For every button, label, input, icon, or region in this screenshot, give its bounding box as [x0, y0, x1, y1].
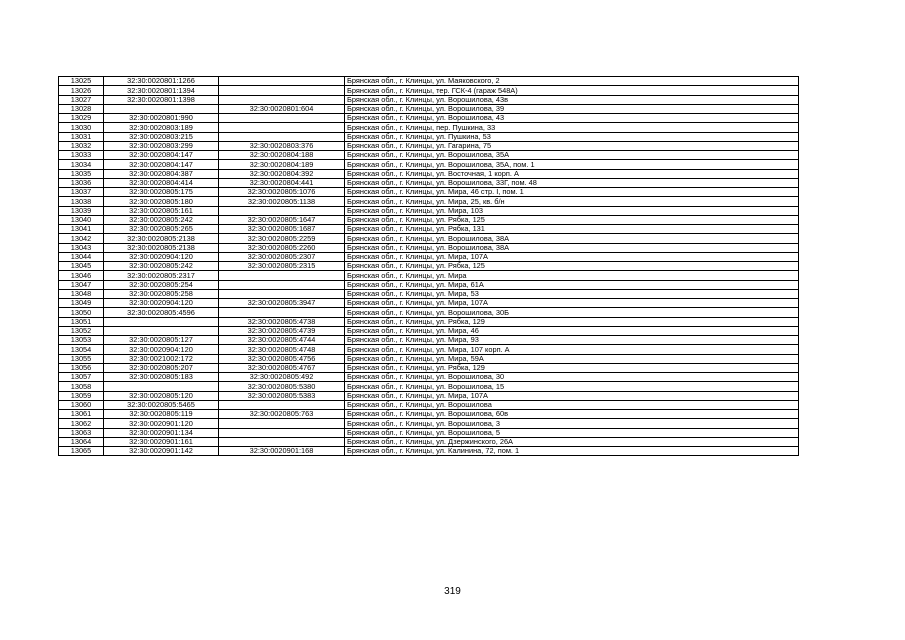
table-row — [59, 373, 799, 382]
address-cell: Брянская обл., г. Клинцы, ул. Рябка, 129 — [345, 363, 799, 372]
table-row — [59, 95, 799, 104]
record-number-cell: 13057 — [59, 373, 104, 382]
cadastral-number-cell: 32:30:0020805:2138 — [104, 234, 219, 243]
record-number-cell: 13060 — [59, 400, 104, 409]
record-number-cell: 13063 — [59, 428, 104, 437]
cadastral-number-cell: 32:30:0020805:127 — [104, 336, 219, 345]
address-cell: Брянская обл., г. Клинцы, ул. Ворошилова, 30 — [345, 373, 799, 382]
table-row — [59, 188, 799, 197]
table-row — [59, 382, 799, 391]
cadastral-number-cell: 32:30:0020904:120 — [104, 299, 219, 308]
cadastral-number-cell: 32:30:0020805:1076 — [219, 188, 345, 197]
address-cell: Брянская обл., г. Клинцы, ул. Мира, 103 — [345, 206, 799, 215]
cadastral-number-cell: 32:30:0020805:4748 — [219, 345, 345, 354]
cadastral-number-cell — [219, 132, 345, 141]
cadastral-number-cell: 32:30:0020904:120 — [104, 345, 219, 354]
address-cell: Брянская обл., г. Клинцы, ул. Мира, 46 стр. I, пом. 1 — [345, 188, 799, 197]
address-cell: Брянская обл., г. Клинцы, ул. Мира, 107А — [345, 299, 799, 308]
table-row — [59, 77, 799, 86]
cadastral-number-cell: 32:30:0020901:142 — [104, 447, 219, 456]
record-number-cell: 13043 — [59, 243, 104, 252]
record-number-cell: 13055 — [59, 354, 104, 363]
cadastral-number-cell: 32:30:0020805:207 — [104, 363, 219, 372]
record-number-cell: 13039 — [59, 206, 104, 215]
table-row — [59, 391, 799, 400]
record-number-cell: 13064 — [59, 437, 104, 446]
table-row — [59, 151, 799, 160]
address-cell: Брянская обл., г. Клинцы, ул. Мира, 107 корп. А — [345, 345, 799, 354]
table-row — [59, 197, 799, 206]
table-row — [59, 114, 799, 123]
table-row — [59, 363, 799, 372]
table-row — [59, 317, 799, 326]
cadastral-number-cell — [219, 280, 345, 289]
cadastral-number-cell: 32:30:0020805:2260 — [219, 243, 345, 252]
cadastral-number-cell — [104, 104, 219, 113]
table-row — [59, 86, 799, 95]
table-row — [59, 206, 799, 215]
table-row — [59, 160, 799, 169]
cadastral-number-cell: 32:30:0020804:414 — [104, 178, 219, 187]
record-number-cell: 13058 — [59, 382, 104, 391]
cadastral-number-cell: 32:30:0020805:180 — [104, 197, 219, 206]
record-number-cell: 13032 — [59, 141, 104, 150]
cadastral-number-cell: 32:30:0020901:120 — [104, 419, 219, 428]
record-number-cell: 13053 — [59, 336, 104, 345]
table-row — [59, 252, 799, 261]
cadastral-number-cell — [219, 123, 345, 132]
cadastral-number-cell: 32:30:0020805:4739 — [219, 326, 345, 335]
cadastral-number-cell — [219, 289, 345, 298]
table-row — [59, 419, 799, 428]
address-cell: Брянская обл., г. Клинцы, ул. Восточная, 1 корп. А — [345, 169, 799, 178]
cadastral-number-cell: 32:30:0020805:5380 — [219, 382, 345, 391]
address-cell: Брянская обл., г. Клинцы, ул. Мира, 107А — [345, 252, 799, 261]
cadastral-number-cell: 32:30:0020805:5465 — [104, 400, 219, 409]
table-row — [59, 262, 799, 271]
cadastral-number-cell — [219, 95, 345, 104]
address-cell: Брянская обл., г. Клинцы, пер. Пушкина, 33 — [345, 123, 799, 132]
cadastral-number-cell: 32:30:0020804:441 — [219, 178, 345, 187]
record-number-cell: 13033 — [59, 151, 104, 160]
cadastral-number-cell: 32:30:0020805:1138 — [219, 197, 345, 206]
table-row — [59, 178, 799, 187]
record-number-cell: 13041 — [59, 225, 104, 234]
record-number-cell: 13062 — [59, 419, 104, 428]
cadastral-number-cell: 32:30:0020805:1687 — [219, 225, 345, 234]
record-number-cell: 13056 — [59, 363, 104, 372]
cadastral-number-cell: 32:30:0020805:183 — [104, 373, 219, 382]
address-cell: Брянская обл., г. Клинцы, ул. Ворошилова, 3 — [345, 419, 799, 428]
table-row — [59, 141, 799, 150]
record-number-cell: 13025 — [59, 77, 104, 86]
cadastral-number-cell: 32:30:0020804:147 — [104, 151, 219, 160]
record-number-cell: 13051 — [59, 317, 104, 326]
cadastral-number-cell: 32:30:0020805:492 — [219, 373, 345, 382]
cadastral-number-cell — [104, 326, 219, 335]
cadastral-number-cell: 32:30:0020805:4738 — [219, 317, 345, 326]
cadastral-number-cell: 32:30:0020805:2138 — [104, 243, 219, 252]
cadastral-number-cell: 32:30:0020804:392 — [219, 169, 345, 178]
address-cell: Брянская обл., г. Клинцы, ул. Маяковского, 2 — [345, 77, 799, 86]
record-number-cell: 13048 — [59, 289, 104, 298]
address-cell: Брянская обл., г. Клинцы, ул. Мира, 25, кв. б/н — [345, 197, 799, 206]
cadastral-number-cell — [219, 206, 345, 215]
address-cell: Брянская обл., г. Клинцы, ул. Ворошилова, 35А — [345, 151, 799, 160]
cadastral-number-cell: 32:30:0020805:242 — [104, 215, 219, 224]
table-row — [59, 299, 799, 308]
cadastral-number-cell: 32:30:0020805:119 — [104, 410, 219, 419]
address-cell: Брянская обл., г. Клинцы, ул. Мира, 93 — [345, 336, 799, 345]
cadastral-number-cell: 32:30:0020805:4596 — [104, 308, 219, 317]
cadastral-number-cell: 32:30:0020805:4756 — [219, 354, 345, 363]
address-cell: Брянская обл., г. Клинцы, ул. Ворошилова, 5 — [345, 428, 799, 437]
record-number-cell: 13038 — [59, 197, 104, 206]
cadastral-number-cell: 32:30:0020805:2259 — [219, 234, 345, 243]
address-cell: Брянская обл., г. Клинцы, ул. Ворошилова, 60в — [345, 410, 799, 419]
cadastral-number-cell — [104, 317, 219, 326]
record-number-cell: 13044 — [59, 252, 104, 261]
cadastral-number-cell: 32:30:0020805:254 — [104, 280, 219, 289]
record-number-cell: 13054 — [59, 345, 104, 354]
cadastral-number-cell: 32:30:0020805:2307 — [219, 252, 345, 261]
table-row — [59, 447, 799, 456]
record-number-cell: 13046 — [59, 271, 104, 280]
cadastral-number-cell: 32:30:0020805:175 — [104, 188, 219, 197]
table-row — [59, 336, 799, 345]
table-row — [59, 437, 799, 446]
address-cell: Брянская обл., г. Клинцы, ул. Ворошилова, 38А — [345, 234, 799, 243]
cadastral-number-cell — [219, 86, 345, 95]
registry-table — [58, 76, 799, 456]
cadastral-number-cell: 32:30:0020804:387 — [104, 169, 219, 178]
cadastral-number-cell: 32:30:0020801:1266 — [104, 77, 219, 86]
record-number-cell: 13028 — [59, 104, 104, 113]
cadastral-number-cell: 32:30:0020803:215 — [104, 132, 219, 141]
record-number-cell: 13036 — [59, 178, 104, 187]
cadastral-number-cell — [219, 77, 345, 86]
table-row — [59, 354, 799, 363]
cadastral-number-cell: 32:30:0020801:604 — [219, 104, 345, 113]
table-row — [59, 271, 799, 280]
record-number-cell: 13027 — [59, 95, 104, 104]
address-cell: Брянская обл., г. Клинцы, ул. Мира, 59А — [345, 354, 799, 363]
cadastral-number-cell: 32:30:0020803:189 — [104, 123, 219, 132]
table-row — [59, 289, 799, 298]
table-row — [59, 428, 799, 437]
record-number-cell: 13049 — [59, 299, 104, 308]
cadastral-number-cell — [219, 428, 345, 437]
cadastral-number-cell: 32:30:0020803:376 — [219, 141, 345, 150]
table-row — [59, 308, 799, 317]
address-cell: Брянская обл., г. Клинцы, ул. Ворошилова, 15 — [345, 382, 799, 391]
address-cell: Брянская обл., г. Клинцы, ул. Рябка, 125 — [345, 262, 799, 271]
address-cell: Брянская обл., г. Клинцы, ул. Рябка, 129 — [345, 317, 799, 326]
cadastral-number-cell — [219, 114, 345, 123]
cadastral-number-cell — [104, 382, 219, 391]
address-cell: Брянская обл., г. Клинцы, ул. Ворошилова — [345, 400, 799, 409]
record-number-cell: 13030 — [59, 123, 104, 132]
record-number-cell: 13052 — [59, 326, 104, 335]
cadastral-number-cell: 32:30:0020805:258 — [104, 289, 219, 298]
cadastral-number-cell: 32:30:0020801:1394 — [104, 86, 219, 95]
page-number: 319 — [444, 586, 461, 597]
cadastral-number-cell: 32:30:0020805:1647 — [219, 215, 345, 224]
record-number-cell: 13042 — [59, 234, 104, 243]
address-cell: Брянская обл., г. Клинцы, ул. Пушкина, 53 — [345, 132, 799, 141]
record-number-cell: 13034 — [59, 160, 104, 169]
table-row — [59, 215, 799, 224]
address-cell: Брянская обл., г. Клинцы, ул. Ворошилова, 43 — [345, 114, 799, 123]
table-row — [59, 104, 799, 113]
cadastral-number-cell — [219, 400, 345, 409]
address-cell: Брянская обл., г. Клинцы, ул. Ворошилова, 30Б — [345, 308, 799, 317]
cadastral-number-cell: 32:30:0020804:189 — [219, 160, 345, 169]
cadastral-number-cell: 32:30:0020901:168 — [219, 447, 345, 456]
table-row — [59, 123, 799, 132]
address-cell: Брянская обл., г. Клинцы, ул. Ворошилова, 43в — [345, 95, 799, 104]
cadastral-number-cell: 32:30:0020803:299 — [104, 141, 219, 150]
cadastral-number-cell: 32:30:0020805:5383 — [219, 391, 345, 400]
address-cell: Брянская обл., г. Клинцы, ул. Ворошилова, 38А — [345, 243, 799, 252]
cadastral-number-cell: 32:30:0020805:2315 — [219, 262, 345, 271]
cadastral-number-cell: 32:30:0020804:147 — [104, 160, 219, 169]
table-row — [59, 326, 799, 335]
cadastral-number-cell: 32:30:0020804:188 — [219, 151, 345, 160]
cadastral-number-cell: 32:30:0020805:120 — [104, 391, 219, 400]
address-cell: Брянская обл., г. Клинцы, ул. Ворошилова, 33Г, пом. 48 — [345, 178, 799, 187]
cadastral-number-cell: 32:30:0020805:763 — [219, 410, 345, 419]
cadastral-number-cell: 32:30:0020801:990 — [104, 114, 219, 123]
address-cell: Брянская обл., г. Клинцы, ул. Ворошилова, 35А, пом. 1 — [345, 160, 799, 169]
address-cell: Брянская обл., г. Клинцы, ул. Мира — [345, 271, 799, 280]
cadastral-number-cell — [219, 271, 345, 280]
cadastral-number-cell: 32:30:0021002:172 — [104, 354, 219, 363]
cadastral-number-cell: 32:30:0020805:265 — [104, 225, 219, 234]
cadastral-number-cell: 32:30:0020805:242 — [104, 262, 219, 271]
record-number-cell: 13059 — [59, 391, 104, 400]
cadastral-number-cell: 32:30:0020805:3947 — [219, 299, 345, 308]
address-cell: Брянская обл., г. Клинцы, ул. Гагарина, 75 — [345, 141, 799, 150]
record-number-cell: 13047 — [59, 280, 104, 289]
record-number-cell: 13037 — [59, 188, 104, 197]
cadastral-number-cell — [219, 419, 345, 428]
address-cell: Брянская обл., г. Клинцы, ул. Ворошилова, 39 — [345, 104, 799, 113]
cadastral-number-cell: 32:30:0020805:2317 — [104, 271, 219, 280]
cadastral-number-cell: 32:30:0020901:134 — [104, 428, 219, 437]
record-number-cell: 13065 — [59, 447, 104, 456]
address-cell: Брянская обл., г. Клинцы, ул. Мира, 53 — [345, 289, 799, 298]
cadastral-number-cell — [219, 308, 345, 317]
table-row — [59, 410, 799, 419]
table-row — [59, 243, 799, 252]
registry-table-body — [59, 77, 799, 456]
record-number-cell: 13050 — [59, 308, 104, 317]
table-row — [59, 400, 799, 409]
cadastral-number-cell — [219, 437, 345, 446]
record-number-cell: 13026 — [59, 86, 104, 95]
table-row — [59, 345, 799, 354]
table-row — [59, 280, 799, 289]
address-cell: Брянская обл., г. Клинцы, ул. Мира, 61А — [345, 280, 799, 289]
record-number-cell: 13029 — [59, 114, 104, 123]
record-number-cell: 13035 — [59, 169, 104, 178]
cadastral-number-cell: 32:30:0020904:120 — [104, 252, 219, 261]
cadastral-number-cell: 32:30:0020805:4744 — [219, 336, 345, 345]
record-number-cell: 13045 — [59, 262, 104, 271]
address-cell: Брянская обл., г. Клинцы, ул. Мира, 107А — [345, 391, 799, 400]
cadastral-number-cell: 32:30:0020805:161 — [104, 206, 219, 215]
table-row — [59, 225, 799, 234]
record-number-cell: 13061 — [59, 410, 104, 419]
address-cell: Брянская обл., г. Клинцы, ул. Калинина, 72, пом. 1 — [345, 447, 799, 456]
cadastral-number-cell: 32:30:0020801:1398 — [104, 95, 219, 104]
address-cell: Брянская обл., г. Клинцы, ул. Дзержинского, 26А — [345, 437, 799, 446]
table-row — [59, 169, 799, 178]
table-row — [59, 234, 799, 243]
address-cell: Брянская обл., г. Клинцы, тер. ГСК-4 (гараж 548А) — [345, 86, 799, 95]
record-number-cell: 13040 — [59, 215, 104, 224]
address-cell: Брянская обл., г. Клинцы, ул. Рябка, 125 — [345, 215, 799, 224]
cadastral-number-cell: 32:30:0020901:161 — [104, 437, 219, 446]
cadastral-number-cell: 32:30:0020805:4767 — [219, 363, 345, 372]
address-cell: Брянская обл., г. Клинцы, ул. Рябка, 131 — [345, 225, 799, 234]
record-number-cell: 13031 — [59, 132, 104, 141]
address-cell: Брянская обл., г. Клинцы, ул. Мира, 46 — [345, 326, 799, 335]
table-row — [59, 132, 799, 141]
